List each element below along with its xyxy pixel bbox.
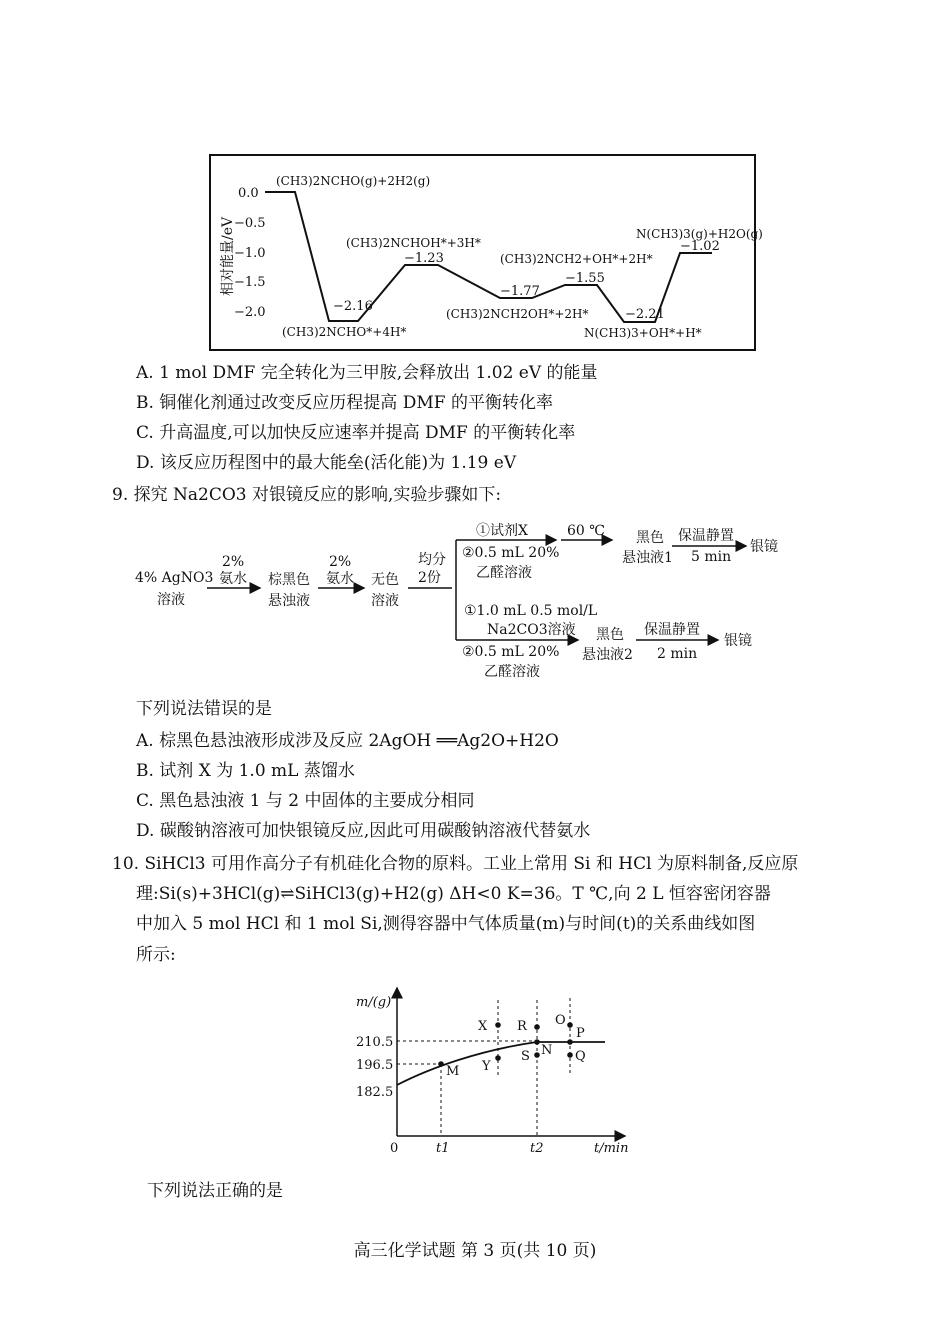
point-s (534, 1052, 540, 1058)
flow-node: 棕黑色 (268, 572, 310, 588)
flow-reagent: 乙醛溶液 (476, 565, 532, 581)
point-o (567, 1022, 573, 1028)
flow-arrow-label: 氨水 (219, 571, 247, 587)
q10-stem-line2: 理:Si(s)+3HCl(g)⇌SiHCl3(g)+H2(g) ΔH<0 K=36。T ℃,向 2 L 恒容密闭容器 (136, 884, 771, 904)
energy-value: −2.16 (333, 299, 373, 314)
point-label: R (517, 1019, 527, 1034)
energy-tick: −2.0 (234, 305, 266, 320)
flow-node: 悬浊液1 (622, 550, 673, 566)
q10-stem-line3: 中加入 5 mol HCl 和 1 mol Si,测得容器中气体质量(m)与时间(t)的关系曲线如图 (136, 914, 756, 934)
flow-condition: 60 ℃ (567, 523, 605, 539)
flow-node: 黑色 (596, 627, 624, 643)
species-label: (CH3)2NCH2OH*+2H* (446, 307, 589, 321)
energy-diagram (0, 0, 950, 360)
page-footer: 高三化学试题 第 3 页(共 10 页) (353, 1241, 597, 1261)
mass-time-graph (0, 978, 950, 1178)
flow-product: 银镜 (750, 539, 778, 555)
flow-arrow-label: 氨水 (326, 571, 354, 587)
q8-option-b: B. 铜催化剂通过改变反应历程提高 DMF 的平衡转化率 (136, 393, 553, 413)
energy-value: −1.77 (500, 284, 540, 299)
point-n (534, 1039, 540, 1045)
flow-arrow-label: 2% (329, 554, 352, 570)
energy-value: −1.23 (404, 251, 444, 266)
flow-node: 悬浊液2 (582, 647, 633, 663)
graph-xtick: t2 (530, 1141, 544, 1156)
point-label: S (521, 1049, 530, 1064)
flow-node: 黑色 (636, 530, 664, 546)
q9-option-a: A. 棕黑色悬浊液形成涉及反应 2AgOH ══Ag2O+H2O (136, 731, 559, 751)
q10-stem-line1: 10. SiHCl3 可用作高分子有机硅化合物的原料。工业上常用 Si 和 HCl 为原料制备,反应原 (112, 854, 799, 874)
flow-arrow-label: 2% (222, 554, 245, 570)
q8-option-c: C. 升高温度,可以加快反应速率并提高 DMF 的平衡转化率 (136, 423, 576, 443)
species-label: (CH3)2NCHOH*+3H* (346, 236, 481, 250)
point-label: N (541, 1043, 553, 1058)
q10-stem-line4: 所示: (136, 945, 176, 965)
graph-ytick: 196.5 (356, 1058, 394, 1073)
point-x (495, 1022, 501, 1028)
point-m (438, 1061, 444, 1067)
flow-start: 4% AgNO3 (135, 570, 214, 586)
species-label: N(CH3)3(g)+H2O(g) (636, 227, 763, 241)
energy-tick: −0.5 (234, 216, 266, 231)
flow-condition: 2 min (657, 646, 698, 662)
flow-node: 无色 (371, 572, 399, 588)
q9-prompt: 下列说法错误的是 (136, 699, 272, 719)
q9-option-b: B. 试剂 X 为 1.0 mL 蒸馏水 (136, 761, 355, 781)
point-label: O (555, 1013, 566, 1028)
energy-value: −1.55 (565, 271, 605, 286)
flow-reagent: 乙醛溶液 (484, 664, 540, 680)
point-label: Y (482, 1059, 491, 1074)
q10-prompt: 下列说法正确的是 (147, 1181, 283, 1201)
q9-option-c: C. 黑色悬浊液 1 与 2 中固体的主要成分相同 (136, 791, 475, 811)
point-label: X (478, 1019, 488, 1034)
point-label: P (576, 1026, 585, 1041)
energy-tick: −1.5 (234, 275, 266, 290)
q9-option-d: D. 碳酸钠溶液可加快银镜反应,因此可用碳酸钠溶液代替氨水 (136, 821, 591, 841)
flow-split-label: 均分 (418, 552, 446, 568)
flow-start: 溶液 (157, 592, 185, 608)
flow-node: 溶液 (371, 593, 399, 609)
species-label: N(CH3)3+OH*+H* (584, 326, 702, 340)
flow-condition: 保温静置 (644, 622, 700, 638)
q8-option-d: D. 该反应历程图中的最大能垒(活化能)为 1.19 eV (136, 453, 517, 473)
flow-split-label: 2份 (418, 570, 441, 586)
graph-xlabel: t/min (594, 1141, 629, 1156)
energy-ylabel: 相对能量/eV (220, 216, 236, 296)
flow-node: 悬浊液 (268, 593, 310, 609)
species-label: (CH3)2NCHO(g)+2H2(g) (276, 174, 431, 188)
graph-ytick: 210.5 (356, 1035, 394, 1050)
flow-reagent: ①试剂X (476, 523, 528, 539)
flow-reagent: ①1.0 mL 0.5 mol/L (464, 603, 598, 619)
q9-flow-diagram (0, 512, 950, 692)
flow-reagent: Na2CO3溶液 (487, 622, 576, 638)
point-q (567, 1052, 573, 1058)
point-label: M (446, 1064, 460, 1079)
q8-option-a: A. 1 mol DMF 完全转化为三甲胺,会释放出 1.02 eV 的能量 (136, 363, 598, 383)
species-label: (CH3)2NCHO*+4H* (282, 325, 407, 339)
flow-condition: 保温静置 (678, 528, 734, 544)
energy-tick: 0.0 (238, 186, 259, 201)
energy-tick: −1.0 (234, 246, 266, 261)
graph-ytick: 182.5 (356, 1085, 394, 1100)
graph-ylabel: m/(g) (356, 995, 392, 1010)
flow-reagent: ②0.5 mL 20% (462, 545, 560, 561)
flow-condition: 5 min (691, 549, 732, 565)
point-p (567, 1039, 573, 1045)
graph-origin: 0 (390, 1141, 399, 1156)
flow-reagent: ②0.5 mL 20% (462, 644, 560, 660)
point-r (534, 1024, 540, 1030)
energy-value: −1.02 (680, 239, 720, 254)
point-y (495, 1055, 501, 1061)
q9-stem: 9. 探究 Na2CO3 对银镜反应的影响,实验步骤如下: (112, 485, 502, 505)
flow-product: 银镜 (724, 633, 752, 649)
point-label: Q (575, 1049, 586, 1064)
energy-value: −2.21 (625, 307, 665, 322)
species-label: (CH3)2NCH2+OH*+2H* (500, 252, 653, 266)
graph-xtick: t1 (436, 1141, 450, 1156)
